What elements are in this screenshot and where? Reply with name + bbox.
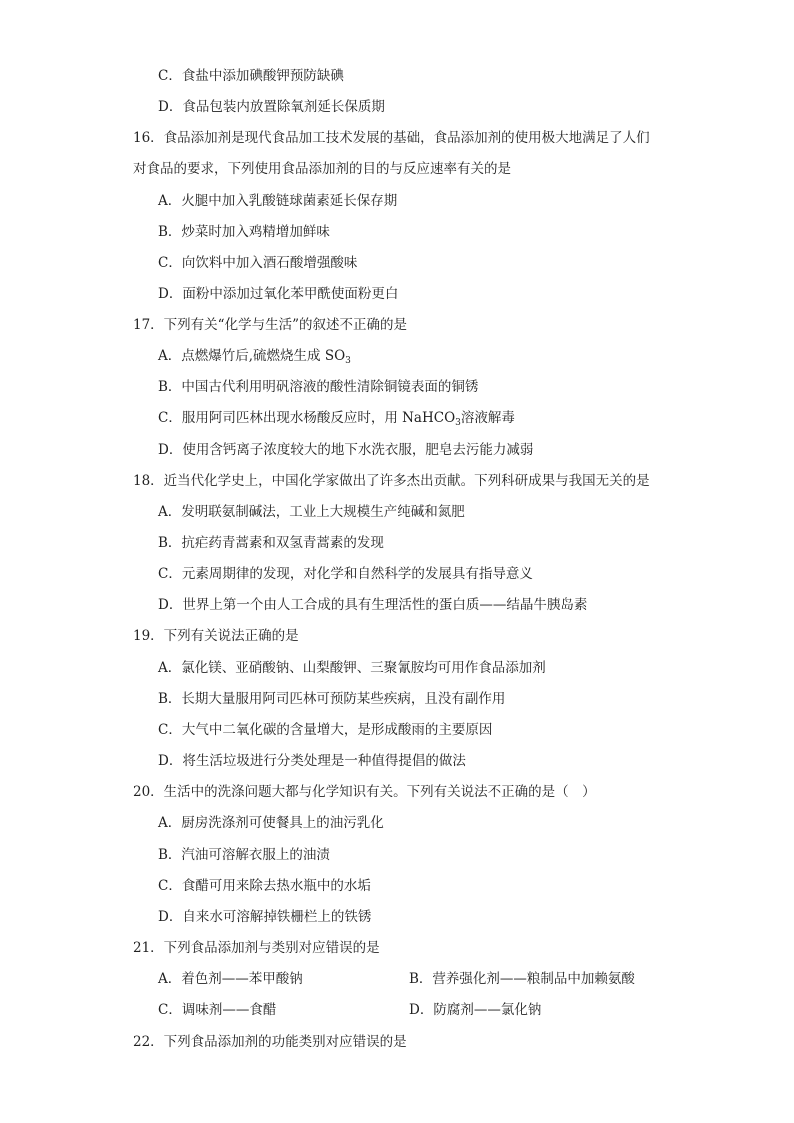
q19-stem: 19．下列有关说法正确的是 (133, 628, 299, 644)
q15-option-d: D．食品包装内放置除氧剂延长保质期 (158, 99, 385, 115)
q17-option-a-subscript: 3 (345, 356, 351, 366)
q21-stem: 21．下列食品添加剂与类别对应错误的是 (133, 940, 380, 956)
q17-option-c-post: 溶液解毒 (460, 410, 515, 426)
q16-option-b: B．炒菜时加入鸡精增加鲜味 (158, 224, 330, 240)
q21-option-b: B．营养强化剂——粮制品中加赖氨酸 (409, 971, 635, 987)
q20-option-b: B．汽油可溶解衣服上的油渍 (158, 847, 330, 863)
q19-option-d: D．将生活垃圾进行分类处理是一种值得提倡的做法 (158, 753, 466, 769)
q21-option-d: D．防腐剂——氯化钠 (409, 1002, 542, 1018)
q17-option-a (158, 347, 351, 365)
q20-option-a: A．厨房洗涤剂可使餐具上的油污乳化 (158, 815, 384, 831)
q19-option-b: B．长期大量服用阿司匹林可预防某些疾病，且没有副作用 (158, 691, 506, 707)
q22-stem: 22．下列食品添加剂的功能类别对应错误的是 (133, 1034, 407, 1050)
q19-option-c: C．大气中二氧化碳的含量增大，是形成酸雨的主要原因 (158, 722, 493, 738)
q17-option-c-subscript: 3 (455, 418, 461, 428)
q15-option-c: C．食盐中添加碘酸钾预防缺碘 (158, 68, 344, 84)
q20-option-c: C．食醋可用来除去热水瓶中的水垢 (158, 878, 371, 894)
q16-stem-line-1: 16．食品添加剂是现代食品加工技术发展的基础，食品添加剂的使用极大地满足了人们 (133, 130, 650, 146)
q17-stem: 17．下列有关“化学与生活”的叙述不正确的是 (133, 317, 407, 333)
q18-option-a: A．发明联氨制碱法，工业上大规模生产纯碱和氮肥 (158, 504, 465, 520)
q17-option-d: D．使用含钙离子浓度较大的地下水洗衣服，肥皂去污能力减弱 (158, 442, 534, 458)
q18-option-d: D．世界上第一个由人工合成的具有生理活性的蛋白质——结晶牛胰岛素 (158, 597, 588, 613)
q17-option-b: B．中国古代利用明矾溶液的酸性清除铜镜表面的铜锈 (158, 379, 479, 395)
q17-option-c (158, 409, 515, 427)
q18-stem: 18．近当代化学史上，中国化学家做出了许多杰出贡献。下列科研成果与我国无关的是 (133, 473, 650, 489)
q17-option-c-pre: C．服用阿司匹林出现水杨酸反应时，用 NaHCO (158, 410, 456, 426)
q17-option-a-text: A．点燃爆竹后,硫燃烧生成 SO (158, 348, 346, 364)
q18-option-b: B．抗疟药青蒿素和双氢青蒿素的发现 (158, 535, 384, 551)
q19-option-a: A．氯化镁、亚硝酸钠、山梨酸钾、三聚氰胺均可用作食品添加剂 (158, 660, 546, 676)
q16-stem-line-2: 对食品的要求，下列使用食品添加剂的目的与反应速率有关的是 (133, 161, 511, 177)
q16-option-d: D．面粉中添加过氧化苯甲酰使面粉更白 (158, 286, 399, 302)
q21-option-c: C．调味剂——食醋 (158, 1002, 277, 1018)
q16-option-c: C．向饮料中加入酒石酸增强酸味 (158, 255, 358, 271)
q20-option-d: D．自来水可溶解掉铁栅栏上的铁锈 (158, 909, 372, 925)
q21-option-a: A．着色剂——苯甲酸钠 (158, 971, 303, 987)
q20-stem: 20．生活中的洗涤问题大都与化学知识有关。下列有关说法不正确的是（ ） (133, 784, 596, 800)
q16-option-a: A．火腿中加入乳酸链球菌素延长保存期 (158, 193, 398, 209)
q18-option-c: C．元素周期律的发现，对化学和自然科学的发展具有指导意义 (158, 566, 533, 582)
